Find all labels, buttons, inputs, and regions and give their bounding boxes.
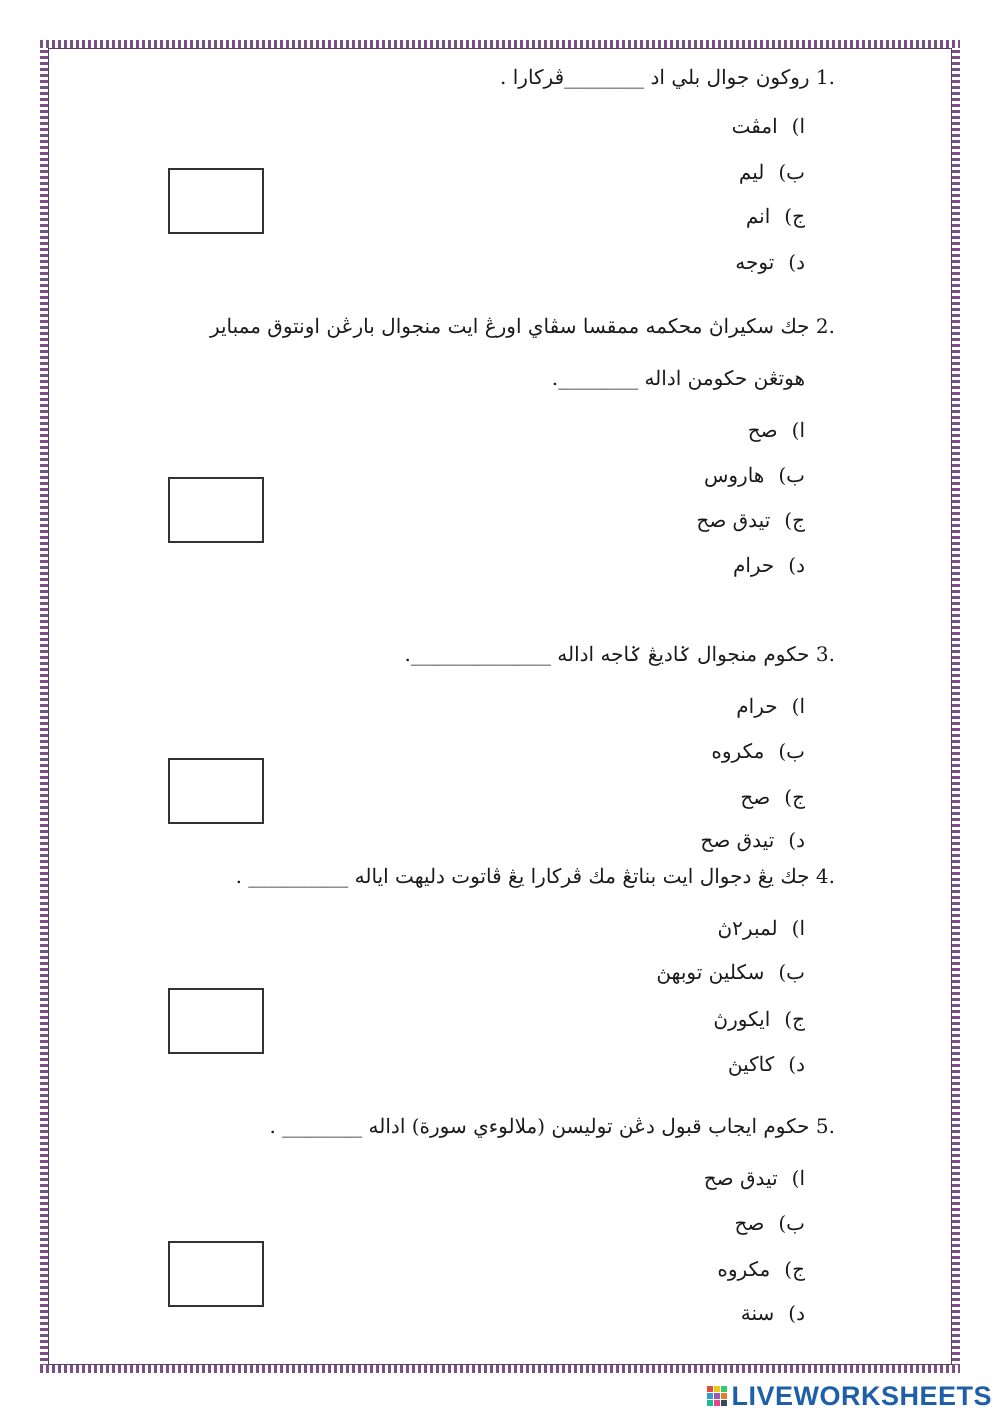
option-text: تيدق صح — [696, 508, 771, 532]
option-text: حرام — [736, 694, 778, 718]
question-number: 3. — [815, 642, 835, 666]
brand-name: LIVEWORKSHEETS — [731, 1380, 992, 1411]
answer-box-4[interactable] — [168, 988, 264, 1054]
question-number: 4. — [815, 864, 835, 888]
question-2-line-2 — [552, 368, 805, 388]
question-text: جك يڠ دجوال ايت بناتڠ مك ڤركارا يڠ ڤاتوت دليهت اياله __________ . — [235, 864, 810, 888]
question-text: جك سكيراڽ محكمه ممقسا سڤاي اورڠ ايت منجوال بارڠن اونتوق ممباير — [209, 314, 810, 338]
question-number: 5. — [815, 1114, 835, 1138]
logo-square — [707, 1393, 713, 1399]
option-3d — [700, 830, 805, 850]
option-text: حرام — [732, 553, 775, 577]
option-letter: ا) — [791, 1166, 805, 1190]
liveworksheets-logo[interactable] — [707, 1381, 992, 1411]
option-text: توجه — [735, 250, 775, 274]
question-1 — [500, 67, 835, 87]
option-text: مكروه — [717, 1257, 771, 1281]
option-text: ليم — [738, 160, 765, 184]
option-text: صح — [747, 418, 778, 442]
answer-box-1[interactable] — [168, 168, 264, 234]
option-letter: د) — [788, 553, 805, 577]
option-text: امڤت — [731, 114, 778, 138]
option-1b — [739, 162, 805, 182]
option-2a — [748, 420, 805, 440]
answer-box-3[interactable] — [168, 758, 264, 824]
logo-square — [707, 1400, 713, 1406]
logo-square — [714, 1386, 720, 1392]
option-letter: د) — [788, 828, 805, 852]
answer-box-2[interactable] — [168, 477, 264, 543]
option-5c — [717, 1259, 805, 1279]
option-3c — [740, 787, 805, 807]
option-text: صح — [734, 1211, 765, 1235]
option-2c — [696, 510, 805, 530]
question-number: 2. — [815, 314, 835, 338]
option-text: تيدق صح — [703, 1166, 778, 1190]
option-1c — [746, 206, 805, 226]
question-3 — [405, 644, 835, 664]
option-letter: د) — [788, 1301, 805, 1325]
logo-square — [721, 1400, 727, 1406]
option-5b — [734, 1213, 805, 1233]
option-text: هاروس — [703, 463, 765, 487]
option-text: ايكورڽ — [713, 1007, 771, 1031]
option-5a — [704, 1168, 805, 1188]
option-letter: د) — [788, 1052, 805, 1076]
question-2 — [210, 316, 835, 336]
option-4c — [713, 1009, 805, 1029]
option-3b — [711, 741, 805, 761]
option-2b — [704, 465, 805, 485]
answer-box-5[interactable] — [168, 1241, 264, 1307]
option-letter: ا) — [791, 418, 805, 442]
option-5d — [741, 1303, 805, 1323]
option-4b — [656, 962, 805, 982]
question-text: روكون جوال بلي اد ________ڤركارا . — [500, 65, 810, 89]
option-letter: ا) — [791, 916, 805, 940]
option-text: سنة — [740, 1301, 775, 1325]
option-letter: ج) — [784, 785, 805, 809]
logo-square — [707, 1386, 713, 1392]
option-text: كاكيڽ — [727, 1052, 775, 1076]
logo-square — [721, 1386, 727, 1392]
option-letter: ب) — [778, 160, 805, 184]
logo-square — [714, 1400, 720, 1406]
option-letter: ب) — [778, 463, 805, 487]
option-1d — [735, 252, 805, 272]
page-border-inner — [48, 48, 952, 1365]
option-letter: ج) — [784, 204, 805, 228]
question-text: حكوم منجوال ݢاديڠ ݢاجه اداله ______________. — [404, 642, 810, 666]
question-number: 1. — [815, 65, 835, 89]
option-2d — [733, 555, 805, 575]
option-3a — [736, 696, 805, 716]
option-letter: ج) — [784, 508, 805, 532]
option-letter: ج) — [784, 1007, 805, 1031]
option-text: لمبر٢ڽ — [717, 916, 778, 940]
option-text: صح — [740, 785, 771, 809]
question-5 — [269, 1116, 835, 1136]
option-letter: د) — [788, 250, 805, 274]
option-text: مكروه — [711, 739, 765, 763]
option-4d — [728, 1054, 805, 1074]
option-letter: ج) — [784, 1257, 805, 1281]
question-text: هوتڠن حكومن اداله ________. — [551, 366, 805, 390]
option-letter: ب) — [778, 1211, 805, 1235]
question-4 — [236, 866, 835, 886]
logo-square — [714, 1393, 720, 1399]
option-text: تيدق صح — [700, 828, 775, 852]
option-text: سكلين توبهڽ — [656, 960, 765, 984]
option-4a — [717, 918, 805, 938]
option-letter: ا) — [791, 114, 805, 138]
logo-grid-icon — [707, 1386, 727, 1406]
logo-square — [721, 1393, 727, 1399]
option-letter: ا) — [791, 694, 805, 718]
option-letter: ب) — [778, 960, 805, 984]
option-1a — [732, 116, 805, 136]
question-text: حكوم ايجاب قبول دڠن توليسن (ملالوءي سورة) اداله ________ . — [269, 1114, 810, 1138]
option-text: انم — [745, 204, 771, 228]
option-letter: ب) — [778, 739, 805, 763]
